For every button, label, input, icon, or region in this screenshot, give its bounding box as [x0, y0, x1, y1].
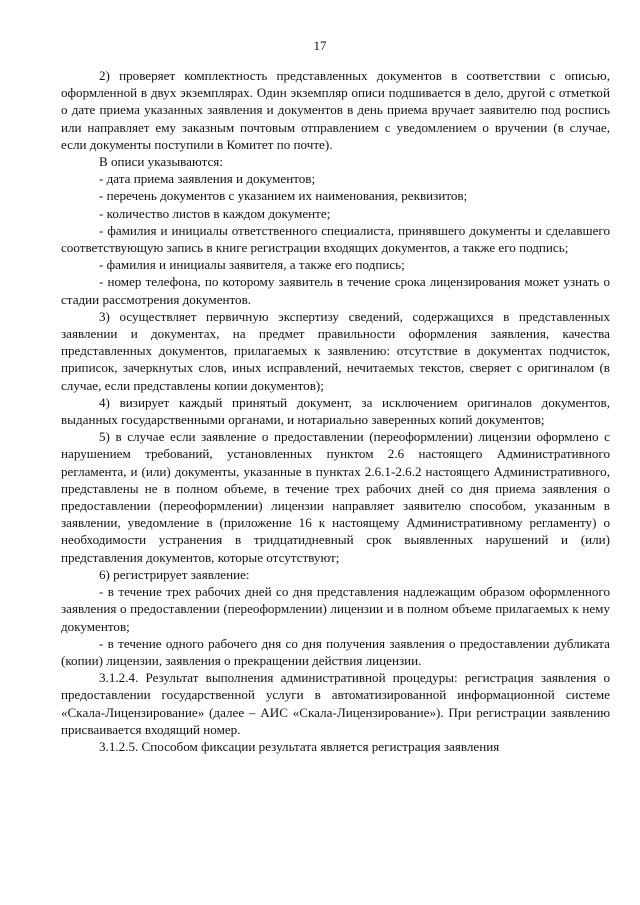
section-3-1-2-5: 3.1.2.5. Способом фиксации результата является регистрация заявления	[99, 738, 500, 754]
registration-condition-2: - в течение одного рабочего дня со дня получения заявления о предоставлении дубликата (копии) лицензии, заявления о прекращении действия лицензии.	[61, 635, 610, 668]
paragraph-item-5: 5) в случае если заявление о предоставлении (переоформлении) лицензии оформлено с нарушением требований, установленных пунктом 2.6 настоящего Административного регламента, и (или) документы, указанные в пунктах 2.6.1-2.6.2 настоящего Административного, представлены не в полном объеме, в течение трех рабочих дней со дня приема заявления о предоставлении (переоформлении) лицензии направляет заявителю способом, указанным в заявлении, уведомление в (приложение 16 к настоящему Административному регламенту) о необходимости устранения в тридцатидневный срок выявленных нарушений и (или) представления документов, которые отсутствуют;	[61, 429, 610, 565]
paragraph-item-2: 2) проверяет комплектность представленных документов в соответствии с описью, оформленной в двух экземплярах. Один экземпляр описи подшивается в дело, другой с отметкой о дате приема указанных заявления и документов в день приема вручает заявителю под роспись или направляет ему заказным почтовым отправлением с уведомлением о вручении (в случае, если документы поступили в Комитет по почте).	[61, 68, 610, 152]
inventory-item-specialist: - фамилия и инициалы ответственного специалиста, принявшего документы и сделавшего соответствующую запись в книге регистрации входящих документов, а также его подпись;	[61, 222, 610, 256]
page-number: 17	[313, 38, 327, 53]
inventory-heading: В описи указываются:	[99, 154, 223, 170]
inventory-item-list: - перечень документов с указанием их наименования, реквизитов;	[99, 188, 468, 204]
paragraph-item-6: 6) регистрирует заявление:	[99, 566, 250, 582]
inventory-item-sheets: - количество листов в каждом документе;	[99, 205, 331, 221]
section-3-1-2-4: 3.1.2.4. Результат выполнения административной процедуры: регистрация заявления о предоставлении государственной услуги в автоматизированной информационной системе «Скала-Лицензирование» (далее – АИС «Скала-Лицензирование»). При регистрации заявлению присваивается входящий номер.	[61, 670, 610, 737]
document-body	[61, 67, 610, 755]
registration-condition-1: - в течение трех рабочих дней со дня представления надлежащим образом оформленного заявления о предоставлении (переоформлении) лицензии и в полном объеме прилагаемых к нему документов;	[61, 584, 610, 634]
inventory-item-phone: - номер телефона, по которому заявитель в течение срока лицензирования может узнать о стадии рассмотрения документов.	[61, 274, 610, 307]
inventory-item-date: - дата приема заявления и документов;	[99, 171, 316, 187]
paragraph-item-3: 3) осуществляет первичную экспертизу сведений, содержащихся в представленных заявлении и документах, на предмет правильности оформления заявления, качества представленных документов, прилагаемых к заявлению: отсутствие в документах подчисток, приписок, зачеркнутых слов, иных исправлений, нечитаемых текстов, сверяет с оригиналом (в случае, если представлены копии документов);	[61, 308, 610, 393]
paragraph-item-4: 4) визирует каждый принятый документ, за исключением оригиналов документов, выданных государственными органами, и нотариально заверенных копий документов;	[61, 394, 610, 428]
inventory-item-applicant: - фамилия и инициалы заявителя, а также его подпись;	[99, 257, 405, 273]
